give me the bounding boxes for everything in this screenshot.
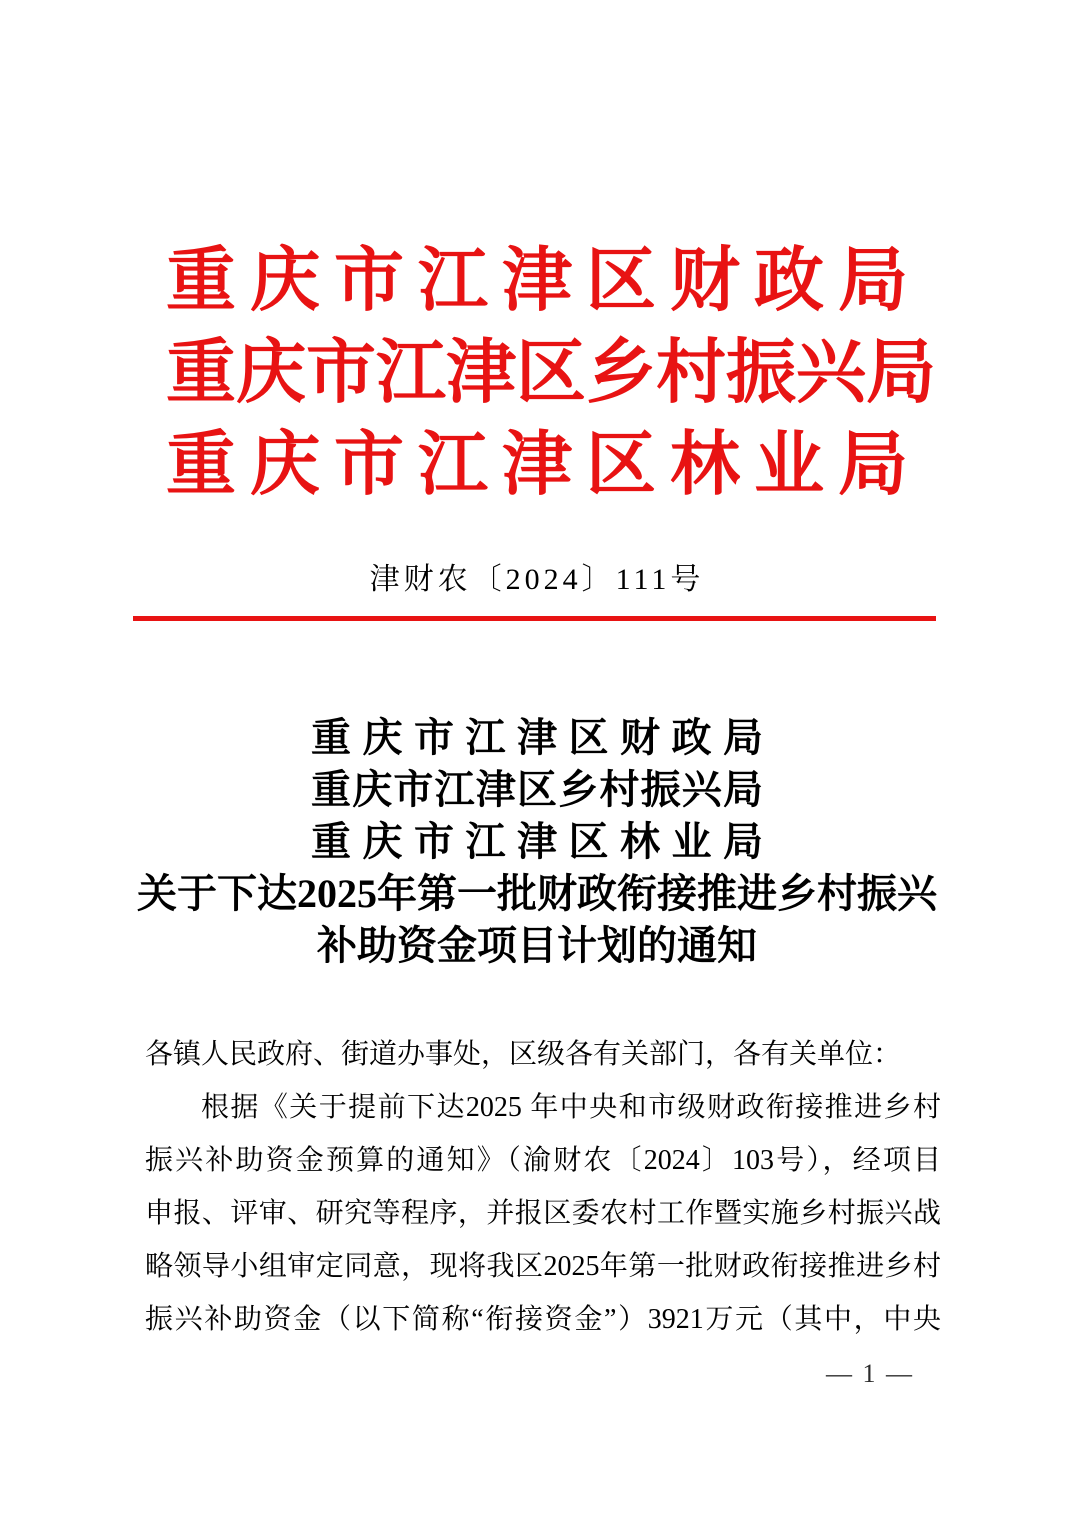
title-agency-2: 重庆市江津区乡村振兴局 xyxy=(311,767,763,812)
red-letterhead xyxy=(166,236,936,512)
title-subject-line-1: 关于下达2025年第一批财政衔接推进乡村振兴 xyxy=(137,871,937,916)
title-agencies xyxy=(311,712,763,868)
paragraph-line-2: 振兴补助资金预算的通知》（渝财农〔2024〕103号），经项目 xyxy=(145,1145,941,1176)
title-agency-1: 重庆市江津区财政局 xyxy=(311,715,763,760)
title-block xyxy=(132,712,942,972)
letterhead-agency-2: 重庆市江津区乡村振兴局 xyxy=(166,335,936,412)
letterhead-agency-1: 重庆市江津区财政局 xyxy=(166,243,908,320)
paragraph-line-1: 根据《关于提前下达2025 年中央和市级财政衔接推进乡村 xyxy=(201,1092,941,1123)
title-subject xyxy=(132,868,942,972)
paragraph-line-5: 振兴补助资金（以下简称“衔接资金”）3921万元（其中，中央 xyxy=(145,1304,941,1335)
document-body xyxy=(145,1028,941,1346)
paragraph-line-3: 申报、评审、研究等程序，并报区委农村工作暨实施乡村振兴战 xyxy=(145,1198,941,1229)
title-agency-3: 重庆市江津区林业局 xyxy=(311,819,763,864)
salutation-line: 各镇人民政府、街道办事处，区级各有关部门，各有关单位： xyxy=(145,1039,902,1070)
red-divider-line xyxy=(133,616,936,621)
document-number: 津财农〔2024〕111号 xyxy=(369,563,705,596)
paragraph-line-4: 略领导小组审定同意，现将我区2025年第一批财政衔接推进乡村 xyxy=(145,1251,941,1282)
letterhead-agency-3: 重庆市江津区林业局 xyxy=(166,427,908,504)
page-number: — 1 — xyxy=(826,1359,914,1388)
title-subject-line-2: 补助资金项目计划的通知 xyxy=(317,923,757,968)
